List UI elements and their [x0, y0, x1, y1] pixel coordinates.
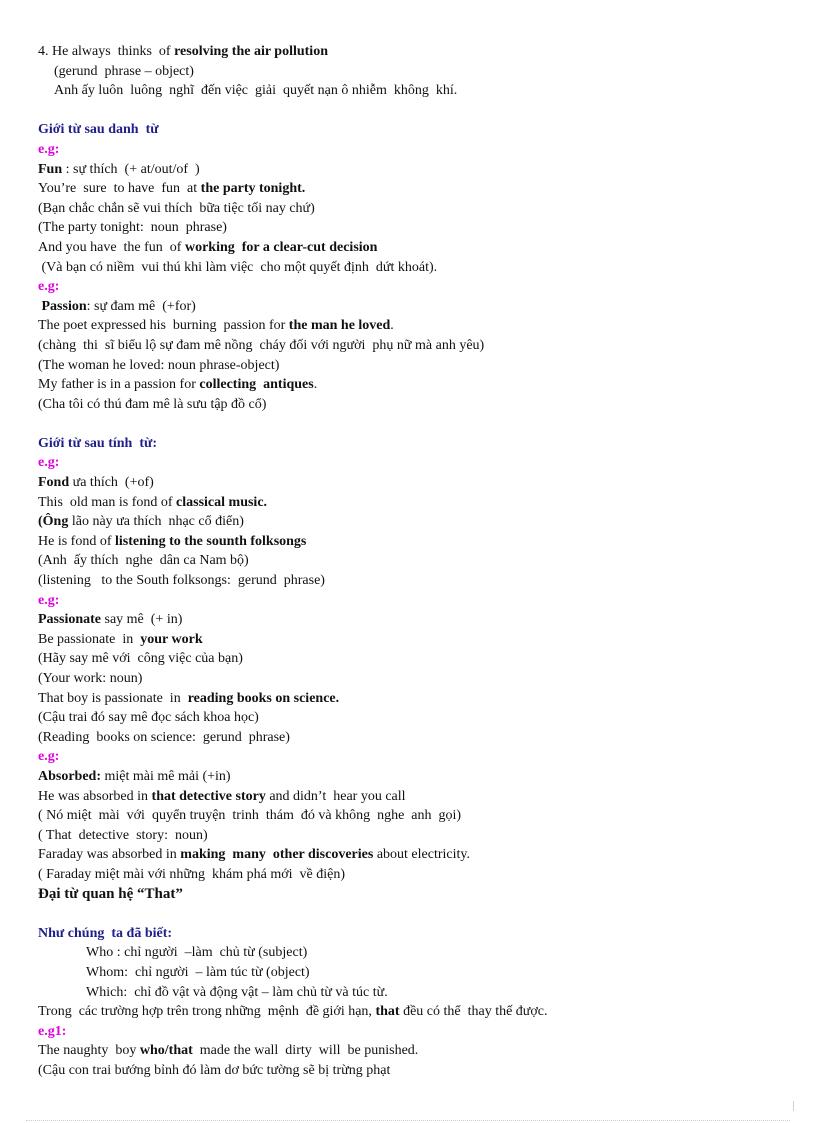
text-run: This old man is fond of: [38, 494, 177, 510]
example-label: e.g:: [38, 592, 60, 608]
text-run: about electricity.: [373, 847, 470, 863]
blank-line: [38, 904, 798, 924]
text-run: He was absorbed in: [38, 788, 152, 804]
text-run: lão này ưa thích nhạc cổ điển): [68, 514, 244, 530]
vocab-meaning: say mê (+ in): [101, 612, 183, 628]
translation-line: ( Nó miệt mài với quyển truyện trinh thám đó và không nghe anh gọi): [38, 808, 462, 824]
translation-line: (Hãy say mê với công việc của bạn): [38, 651, 243, 667]
bold-phrase: classical music.: [176, 494, 268, 510]
text-run: That boy is passionate in: [38, 690, 188, 706]
item4-sentence: [38, 42, 798, 62]
translation-line: (Cậu con trai bướng bỉnh đó làm dơ bức tường sẽ bị trừng phạt: [38, 1062, 391, 1078]
blank-line: [38, 101, 798, 121]
example-label: e.g:: [38, 141, 60, 157]
translation-line: (Cậu trai đó say mê đọc sách khoa học): [38, 710, 259, 726]
section-heading-noun-prepositions: Giới từ sau danh từ: [38, 122, 159, 138]
vocab-meaning: : sự thích (+ at/out/of ): [62, 161, 200, 177]
text-run: đều có thể thay thế được.: [399, 1004, 548, 1020]
page-corner-mark: [793, 1101, 794, 1111]
translation-line: (Anh ấy thích nghe dân ca Nam bộ): [38, 553, 249, 569]
bold-phrase: that: [375, 1004, 400, 1020]
example-label: e.g:: [38, 279, 60, 295]
text-run: .: [390, 318, 394, 334]
text-run: You’re sure to have fun at: [38, 181, 201, 197]
bold-phrase: (Ông: [38, 514, 69, 530]
vocab-passion: [38, 297, 798, 317]
vocab-word: Passionate: [38, 612, 101, 628]
text-run: 4. He always thinks of: [38, 44, 175, 59]
translation-line: ( Faraday miệt mài với những khám phá mới về điện): [38, 866, 345, 882]
bold-phrase: the man he loved: [288, 318, 391, 334]
grammar-note: (Your work: noun): [38, 671, 143, 686]
bold-phrase: resolving the air pollution: [174, 44, 328, 59]
translation-line: (chàng thi sĩ biểu lộ sự đam mê nồng cháy đối với người phụ nữ mà anh yêu): [38, 337, 485, 353]
grammar-note: (Reading books on science: gerund phrase): [38, 729, 290, 745]
rule-sentence: [38, 1002, 798, 1022]
example-sentence: [38, 238, 798, 258]
blank-line: [38, 414, 798, 434]
item4-grammar-note: (gerund phrase – object): [54, 63, 194, 79]
example-sentence: [38, 179, 798, 199]
text-run: My father is in a passion for: [38, 377, 200, 393]
vocab-meaning: ưa thích (+of): [69, 475, 154, 491]
example-sentence: [38, 689, 798, 709]
section-heading-adjective-prepositions: Giới từ sau tính từ:: [38, 435, 158, 451]
bold-phrase: that detective story: [151, 788, 266, 804]
text-run: And you have the fun of: [38, 239, 185, 255]
bold-phrase: who/that: [139, 1043, 193, 1059]
text-run: .: [313, 377, 318, 393]
vocab-absorbed: [38, 767, 798, 787]
translation-line: (Và bạn có niềm vui thú khi làm việc cho một quyết định dứt khoát).: [38, 259, 438, 275]
text-run: Trong các trường hợp trên trong những mệnh đề giới hạn,: [38, 1004, 376, 1020]
translation-line: (Bạn chắc chắn sẽ vui thích bữa tiệc tối nay chứ): [38, 200, 315, 216]
example-sentence: [38, 375, 798, 395]
vocab-fun: [38, 160, 798, 180]
example-label: e.g:: [38, 455, 60, 471]
text-run: The poet expressed his burning passion for: [38, 318, 289, 334]
bold-phrase: the party tonight.: [200, 181, 306, 197]
grammar-note: (listening to the South folksongs: gerund phrase): [38, 573, 325, 589]
text-run: made the wall dirty will be punished.: [192, 1043, 419, 1059]
translation-line: (Cha tôi có thú đam mê là sưu tập đồ cổ): [38, 396, 267, 412]
bold-phrase: listening to the sounth folksongs: [115, 533, 307, 549]
vocab-fond: [38, 473, 798, 493]
bold-phrase: making many other discoveries: [180, 847, 374, 863]
vocab-word: Absorbed:: [38, 768, 102, 784]
bold-phrase: collecting antiques: [199, 377, 314, 393]
vocab-word: Fun: [38, 161, 63, 177]
subheading-relative-pronoun-that: Đại từ quan hệ “That”: [38, 885, 183, 902]
example-label: e.g:: [38, 749, 60, 765]
example-label: e.g1:: [38, 1023, 67, 1039]
bold-phrase: reading books on science.: [187, 690, 340, 706]
grammar-note: (The woman he loved: noun phrase-object): [38, 357, 280, 373]
vocab-word: Passion: [38, 298, 87, 314]
bold-phrase: working for a clear-cut decision: [184, 239, 378, 255]
example-sentence: [38, 493, 798, 513]
bold-phrase: your work: [140, 631, 203, 647]
pronoun-which: Which: chỉ đồ vật và động vật – làm chủ từ và túc từ.: [86, 984, 388, 1000]
grammar-note: (The party tonight: noun phrase): [38, 220, 227, 236]
translation-line: [38, 512, 798, 532]
text-run: Be passionate in: [38, 631, 141, 647]
example-sentence: [38, 532, 798, 552]
example-sentence: [38, 787, 798, 807]
vocab-passionate: [38, 610, 798, 630]
text-run: He is fond of: [38, 533, 115, 549]
section-heading-as-we-know: Như chúng ta đã biết:: [38, 925, 173, 941]
example-sentence: [38, 1041, 798, 1061]
vocab-word: Fond: [38, 475, 70, 491]
page-bottom-divider: [26, 1120, 790, 1121]
vocab-meaning: : sự đam mê (+for): [86, 298, 196, 314]
grammar-note: ( That detective story: noun): [38, 827, 208, 843]
text-run: and didn’t hear you call: [265, 788, 406, 804]
example-sentence: [38, 845, 798, 865]
text-run: Faraday was absorbed in: [38, 847, 181, 863]
example-sentence: [38, 630, 798, 650]
item4-translation: Anh ấy luôn luông nghĩ đến việc giải quyết nạn ô nhiễm không khí.: [54, 83, 458, 99]
pronoun-who: Who : chỉ người –làm chủ từ (subject): [86, 945, 308, 961]
vocab-meaning: miệt mài mê mải (+in): [101, 768, 231, 784]
example-sentence: [38, 316, 798, 336]
pronoun-whom: Whom: chỉ người – làm túc từ (object): [86, 964, 310, 980]
text-run: The naughty boy: [38, 1043, 140, 1059]
document-page: [38, 42, 798, 1080]
